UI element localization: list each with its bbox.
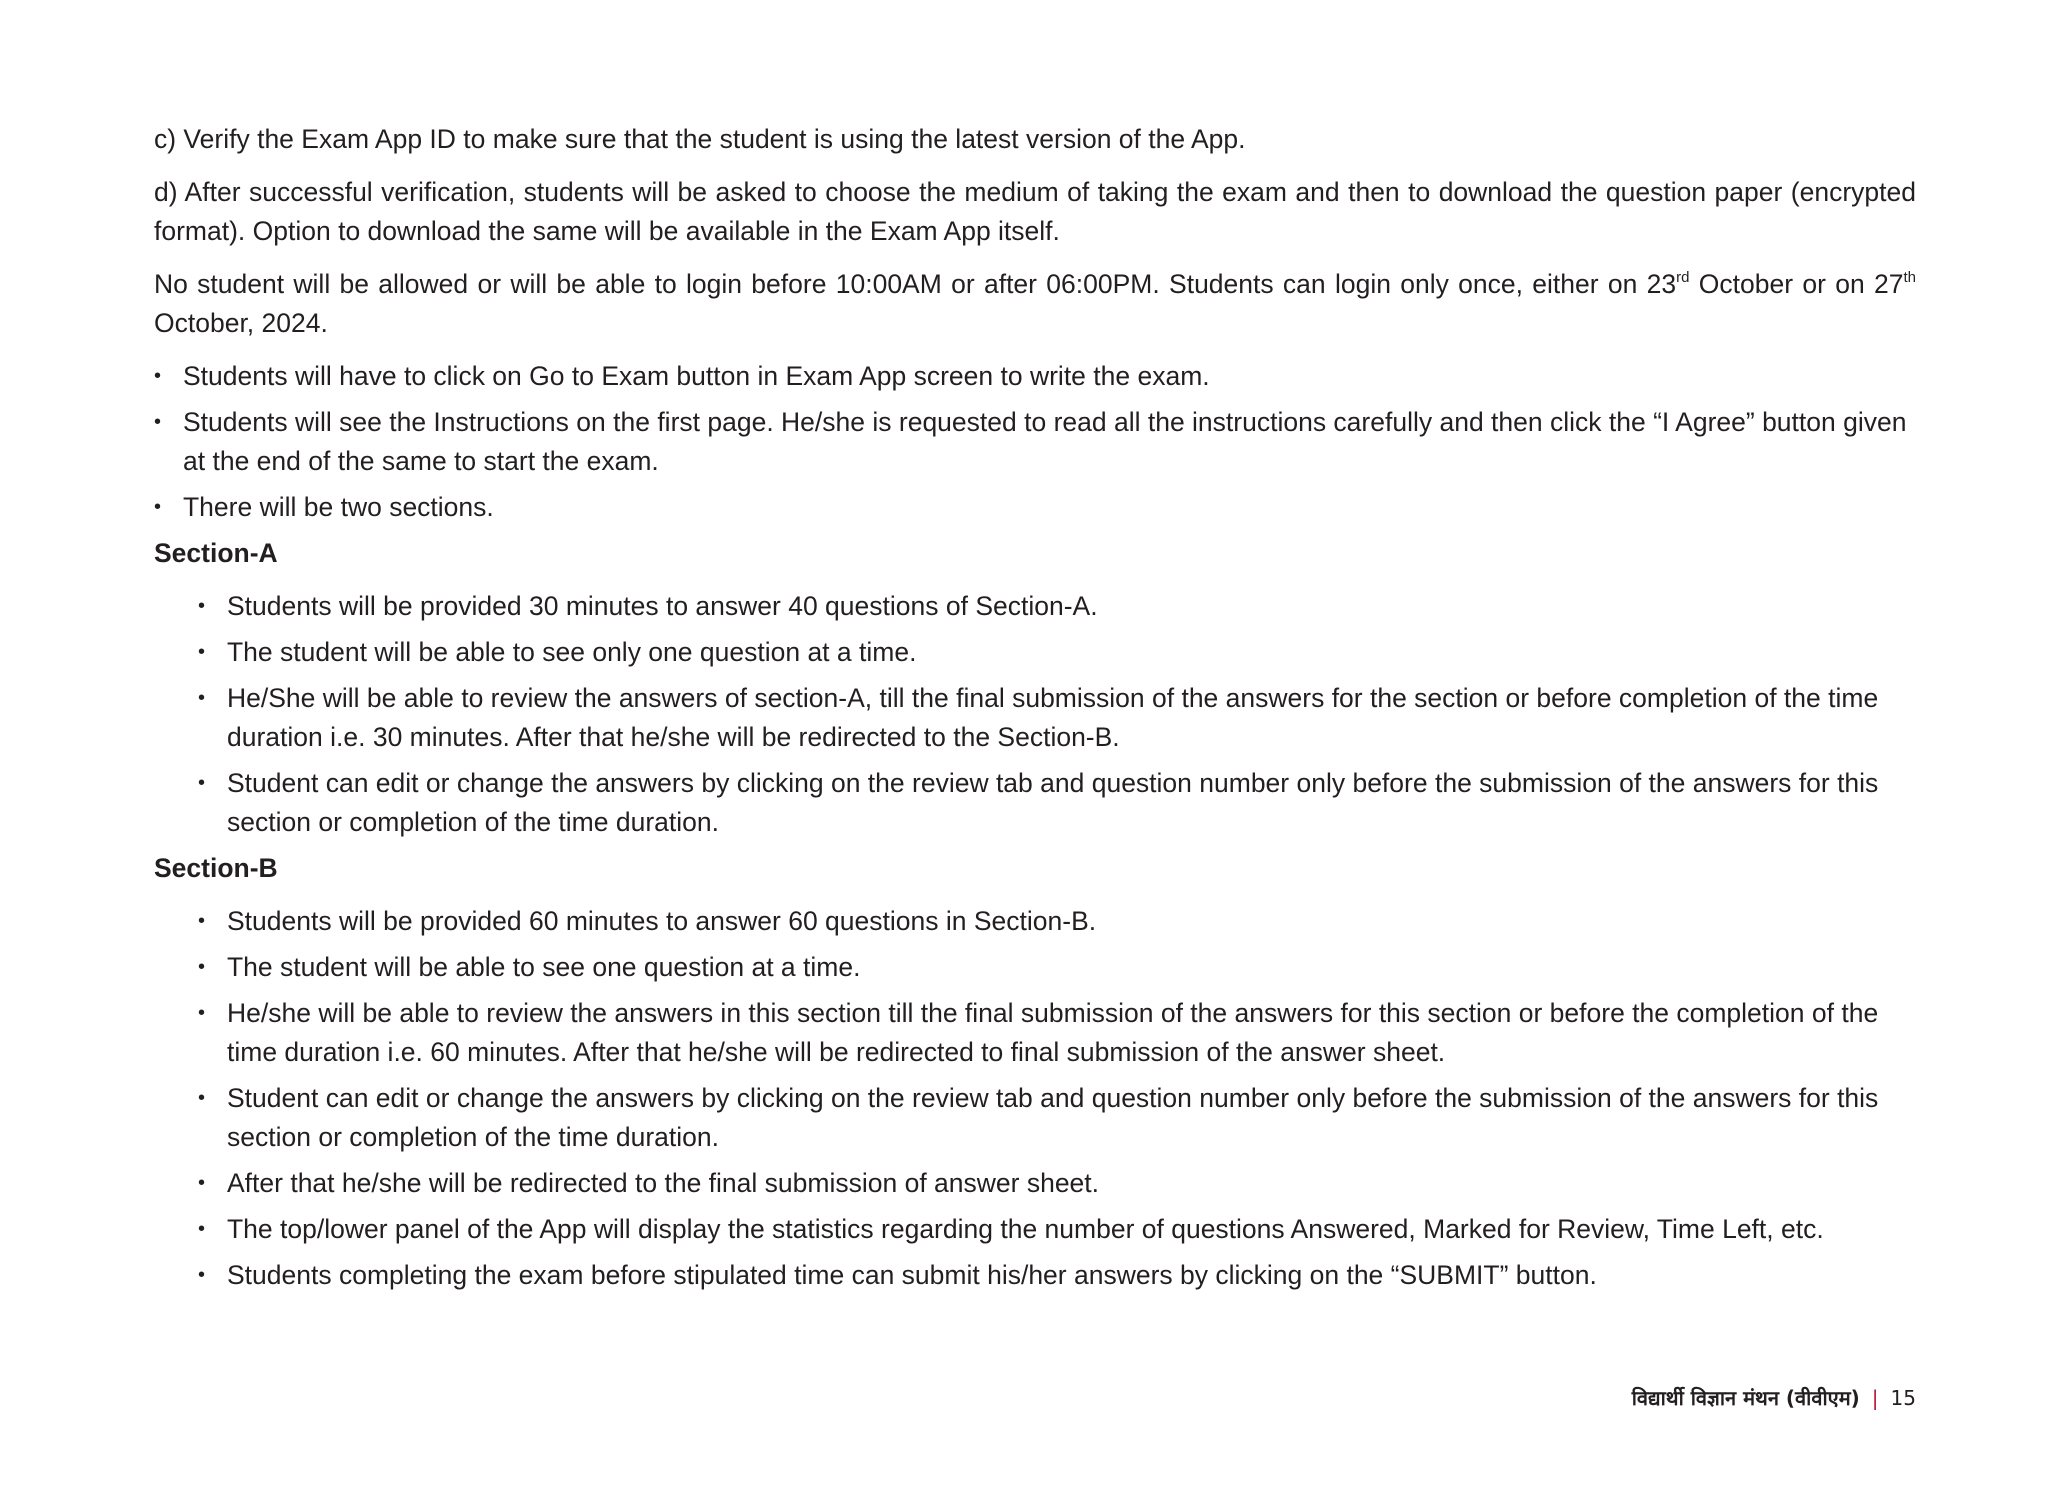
list-item-text: He/She will be able to review the answers of section-A, till the final submission of the answers for the section or before completion of the time duration i.e. 30 minutes. After that he/she will be redirected to the Section-B. [227, 683, 1879, 752]
login-text-part2: October or on 27 [1689, 269, 1904, 299]
list-item-text: Students will see the Instructions on the first page. He/she is requested to read all the instructions carefully and then click the “I Agree” button given at the end of the same to start the exam. [183, 407, 1907, 476]
list-item-text: He/she will be able to review the answers in this section till the final submission of the answers for this section or before the completion of the time duration i.e. 60 minutes. After that he/she will be redirected to final submission of the answer sheet. [227, 998, 1879, 1067]
section-b-list [198, 902, 1916, 1295]
list-item [154, 357, 1916, 396]
bullet-icon: • [198, 1172, 206, 1194]
bullet-icon: • [198, 772, 206, 794]
list-item-text: Students will be provided 60 minutes to answer 60 questions in Section-B. [227, 906, 1097, 936]
list-item-text: There will be two sections. [183, 492, 494, 522]
general-instructions-list [154, 357, 1916, 527]
login-text-part3: October, 2024. [154, 308, 328, 338]
bullet-icon: • [198, 595, 206, 617]
bullet-icon: • [198, 1087, 206, 1109]
list-item-text: Students will have to click on Go to Exam button in Exam App screen to write the exam. [183, 361, 1210, 391]
login-superscript-rd: rd [1676, 269, 1690, 286]
list-item [154, 488, 1916, 527]
bullet-icon: • [198, 687, 206, 709]
page-footer [1632, 1384, 1916, 1412]
list-item-text: The student will be able to see one question at a time. [227, 952, 861, 982]
list-item [198, 902, 1916, 941]
list-item-text: After that he/she will be redirected to the final submission of answer sheet. [227, 1168, 1100, 1198]
list-item [198, 587, 1916, 626]
document-body [154, 120, 1916, 1302]
footer-brand: विद्यार्थी विज्ञान मंथन (वीवीएम) [1631, 1386, 1860, 1410]
section-a-list [198, 587, 1916, 842]
list-item [198, 994, 1916, 1072]
bullet-icon: • [198, 956, 206, 978]
list-item [198, 764, 1916, 842]
section-b-heading: Section-B [154, 853, 278, 883]
list-item-text: Student can edit or change the answers by clicking on the review tab and question number only before the submission of the answers for this section or completion of the time duration. [227, 768, 1879, 837]
list-item [198, 1079, 1916, 1157]
bullet-icon: • [198, 1218, 206, 1240]
list-item [198, 1164, 1916, 1203]
list-item [198, 1210, 1916, 1249]
list-item-text: Students completing the exam before stipulated time can submit his/her answers by clicking on the “SUBMIT” button. [227, 1260, 1597, 1290]
list-item [198, 948, 1916, 987]
bullet-icon: • [198, 1264, 206, 1286]
list-item [198, 633, 1916, 672]
list-item [198, 1256, 1916, 1295]
login-text-part1: No student will be allowed or will be able to login before 10:00AM or after 06:00PM. Students can login only once, either on 23 [154, 269, 1677, 299]
list-item-text: Students will be provided 30 minutes to answer 40 questions of Section-A. [227, 591, 1098, 621]
login-superscript-th: th [1903, 269, 1917, 286]
list-item-text: The top/lower panel of the App will display the statistics regarding the number of questions Answered, Marked for Review, Time Left, etc. [227, 1214, 1824, 1244]
bullet-icon: • [154, 496, 162, 518]
list-item-text: The student will be able to see only one question at a time. [227, 637, 917, 667]
paragraph-download-question-paper: d) After successful verification, students will be asked to choose the medium of taking the exam and then to download the question paper (encrypted format). Option to download the same will be available in the Exam App itself. [154, 177, 1916, 246]
paragraph-login-window [154, 265, 1916, 343]
paragraph-verify-app-id: c) Verify the Exam App ID to make sure that the student is using the latest version of the App. [154, 124, 1246, 154]
list-item [198, 679, 1916, 757]
bullet-icon: • [198, 641, 206, 663]
bullet-icon: • [154, 365, 162, 387]
list-item [154, 403, 1916, 481]
bullet-icon: • [198, 1002, 206, 1024]
section-a-heading: Section-A [154, 538, 278, 568]
page-number: 15 [1890, 1386, 1916, 1410]
list-item-text: Student can edit or change the answers by clicking on the review tab and question number only before the submission of the answers for this section or completion of the time duration. [227, 1083, 1879, 1152]
footer-divider: | [1871, 1386, 1879, 1410]
bullet-icon: • [154, 411, 162, 433]
bullet-icon: • [198, 910, 206, 932]
